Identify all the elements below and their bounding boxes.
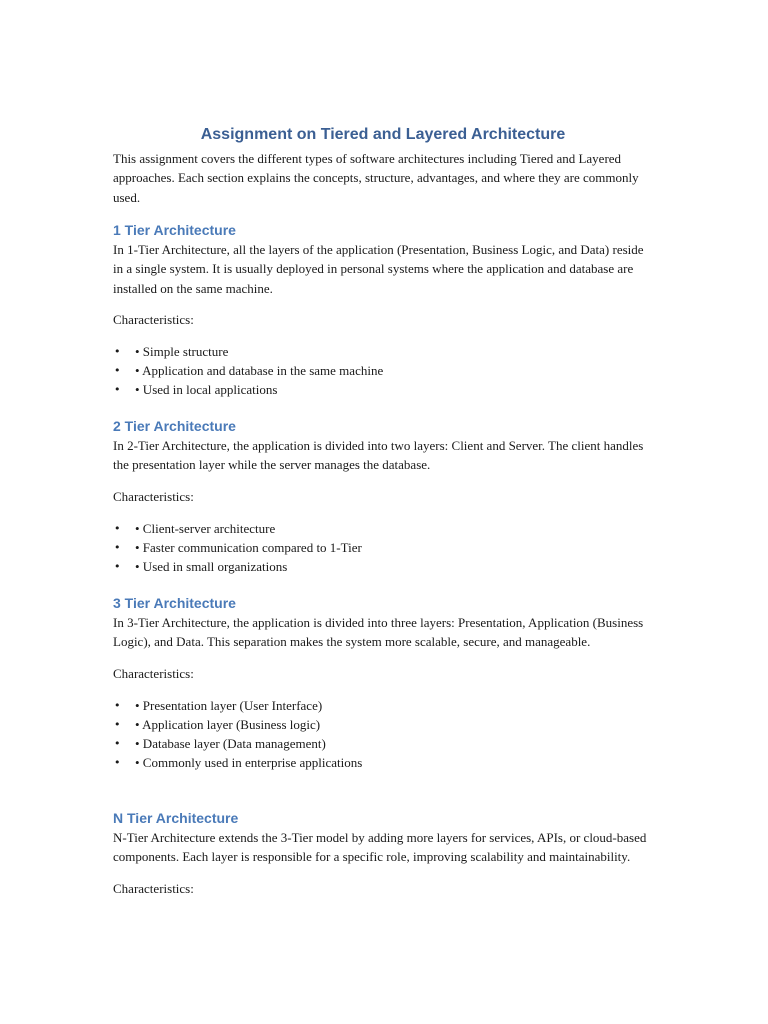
- section-n-tier: [113, 808, 653, 898]
- bullet-icon: •: [114, 383, 121, 397]
- section-heading: 3 Tier Architecture: [113, 595, 236, 611]
- list-item-text: • Client-server architecture: [135, 520, 276, 536]
- list-item: [113, 734, 653, 753]
- intro-paragraph: This assignment covers the different types of software architectures including Tiered and Layered approaches. Each section explains the concepts, structure, advantages, and where they are commonly used.: [113, 151, 639, 205]
- bullet-icon: •: [114, 756, 121, 770]
- list-item-text: • Faster communication compared to 1-Tier: [135, 539, 362, 555]
- bullet-icon: •: [114, 698, 121, 712]
- characteristics-label: Characteristics:: [113, 665, 194, 681]
- list-item-text: • Simple structure: [135, 343, 229, 359]
- section-body: In 2-Tier Architecture, the application is divided into two layers: Client and Server. The client handles the presentation layer while the server manages the database.: [113, 438, 644, 473]
- section-body: N-Tier Architecture extends the 3-Tier model by adding more layers for services, APIs, or cloud-based components. Each layer is responsible for a specific role, improving scalability and maintainability.: [113, 830, 647, 865]
- bullet-icon: •: [114, 737, 121, 751]
- list-item-text: • Used in small organizations: [135, 559, 288, 575]
- section-1-tier: [113, 220, 653, 400]
- list-item-text: • Presentation layer (User Interface): [135, 697, 323, 713]
- section-body: In 3-Tier Architecture, the application is divided into three layers: Presentation, Application (Business Logic), and Data. This separation makes the system more scalable, secure, and manageable.: [113, 615, 644, 650]
- bullet-icon: •: [114, 540, 121, 554]
- section-heading: 2 Tier Architecture: [113, 418, 236, 434]
- section-2-tier: [113, 416, 653, 576]
- characteristics-label: Characteristics:: [113, 880, 194, 896]
- section-body: In 1-Tier Architecture, all the layers of the application (Presentation, Business Logic, and Data) reside in a single system. It is usually deployed in personal systems where the application and database are installed on the same machine.: [113, 242, 644, 296]
- list-item: [113, 361, 653, 380]
- bullet-icon: •: [114, 717, 121, 731]
- characteristics-list: [113, 342, 653, 400]
- list-item: [113, 342, 653, 361]
- bullet-icon: •: [114, 344, 121, 358]
- characteristics-label: Characteristics:: [113, 311, 194, 327]
- document-title: Assignment on Tiered and Layered Architecture: [200, 126, 566, 143]
- list-item: [113, 696, 653, 715]
- bullet-icon: •: [114, 560, 121, 574]
- list-item-text: • Database layer (Data management): [135, 736, 326, 752]
- section-heading: N Tier Architecture: [113, 810, 239, 826]
- list-item-text: • Application layer (Business logic): [135, 716, 321, 732]
- section-3-tier: [113, 593, 653, 773]
- list-item-text: • Commonly used in enterprise applications: [135, 755, 363, 771]
- bullet-icon: •: [114, 521, 121, 535]
- characteristics-label: Characteristics:: [113, 488, 194, 504]
- list-item: [113, 715, 653, 734]
- list-item: [113, 519, 653, 538]
- list-item: [113, 557, 653, 576]
- section-heading: 1 Tier Architecture: [113, 222, 236, 238]
- list-item: [113, 538, 653, 557]
- characteristics-list: [113, 519, 653, 577]
- bullet-icon: •: [114, 364, 121, 378]
- list-item-text: • Used in local applications: [135, 382, 278, 398]
- list-item: [113, 753, 653, 772]
- list-item-text: • Application and database in the same machine: [135, 363, 384, 379]
- list-item: [113, 380, 653, 399]
- document-page: [113, 124, 653, 896]
- characteristics-list: [113, 696, 653, 773]
